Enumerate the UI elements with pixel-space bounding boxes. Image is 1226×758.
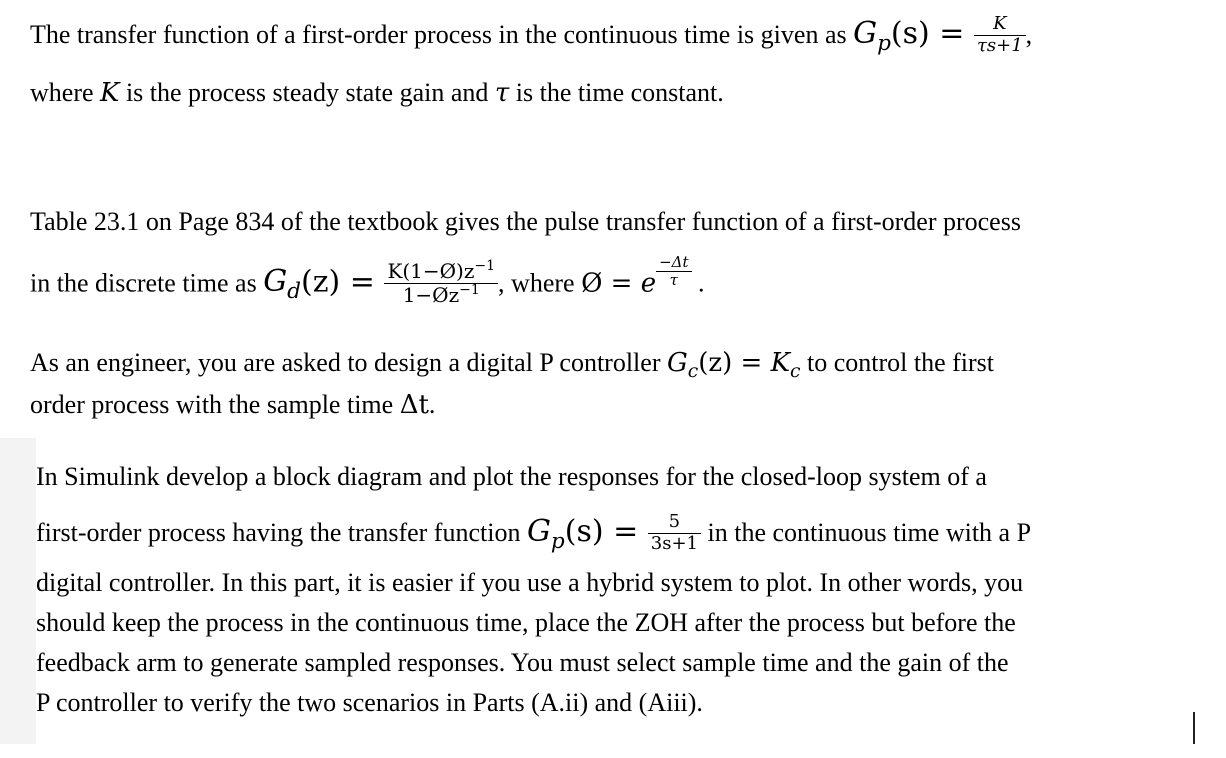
gp-arg-2: (s) [564,514,604,550]
equals-sign-4: = [732,348,771,378]
paragraph-controller-line1 [30,348,995,382]
process-fraction: $\frac{5}{3s+1}$ [648,512,701,554]
p2-where: , where [498,268,582,298]
p4-line6: P controller to verify the two scenarios in Parts (A.ii) and (Aiii). [36,688,703,717]
p2-line2-pre: in the discrete time as [30,268,264,298]
p1b-mid: is the process steady state gain and [119,78,495,107]
p4-line5: feedback arm to generate sampled responses. You must select sample time and the gain of the [36,648,1009,677]
paragraph-definitions [30,80,724,106]
paragraph-simulink-line1 [36,464,987,490]
equals-sign-5: = [603,514,648,550]
gc-symbol: $G_c$ [666,348,699,382]
paragraph-simulink-line6 [36,690,703,716]
p1b-pre: where [30,78,101,107]
gp-arg: (s) [890,16,930,52]
paragraph-simulink-line2 [36,511,1032,556]
p4-line2-post: in the continuous time with a P [701,518,1032,548]
p3-line1-post: to control the first [800,348,995,377]
p1-tail: , [1025,20,1033,50]
equals-sign-2: = [340,264,385,300]
p2-end: . [691,268,705,298]
text-cursor [1193,712,1195,744]
p4-line2-pre: first-order process having the transfer function [36,518,527,548]
equals-sign-3: = [602,268,641,299]
delta-t-symbol: Δt [399,390,429,420]
gp-symbol-2: $G_p$ [526,514,565,554]
paragraph-simulink-line4 [36,610,1016,636]
gd-fraction: $\frac{K(1-Ø)z^{-1}}{1-Øz^{-1}}$ [384,260,498,307]
quoted-block-background [0,438,36,744]
p1b-post: is the time constant. [509,78,724,107]
p3-line2-end: . [428,390,436,419]
paragraph-transfer-function [30,13,1033,58]
k-symbol: K [100,78,120,108]
exponent-fraction: $\frac{-\Delta t}{\tau}$ [656,254,691,290]
gd-arg: (z) [301,264,341,300]
equals-sign: = [929,16,974,52]
tau-symbol: τ [494,78,510,108]
p4-line3: digital controller. In this part, it is easier if you use a hybrid system to plot. In other words, you [36,568,1024,597]
kc-symbol: $K_c$ [770,348,801,382]
phi-symbol: Ø [581,268,603,299]
paragraph-controller-line2 [30,392,435,418]
gd-symbol: $G_d$ [263,264,301,304]
p4-line1: In Simulink develop a block diagram and plot the responses for the closed-loop system of a [36,462,987,491]
e-symbol: e [640,268,657,299]
paragraph-table-line1 [30,209,1021,235]
p2-line1: Table 23.1 on Page 834 of the textbook gives the pulse transfer function of a first-order process [30,207,1021,236]
p4-line4: should keep the process in the continuous time, place the ZOH after the process but before the [36,608,1016,637]
p3-line2: order process with the sample time [30,390,400,419]
gp-symbol: $G_p$ [853,16,891,56]
p1-text: The transfer function of a first-order process in the continuous time is given as [30,20,854,50]
paragraph-simulink-line3 [36,570,1023,596]
gp-fraction: $\frac{K}{\tau s+1}$ [974,14,1026,56]
gc-arg: (z) [698,348,733,378]
p3-line1-pre: As an engineer, you are asked to design a digital P controller [30,348,667,377]
paragraph-table-line2 [30,252,705,309]
paragraph-simulink-line5 [36,650,1009,676]
